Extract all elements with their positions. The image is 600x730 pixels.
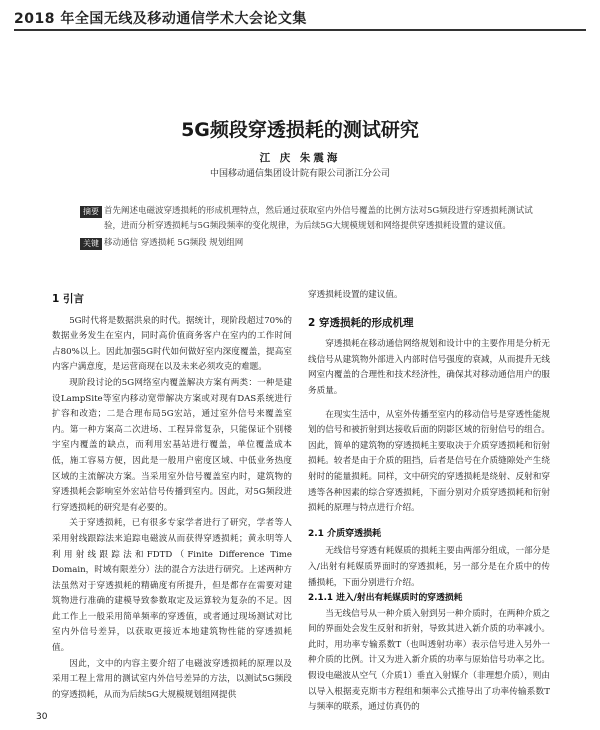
subsection-2-1-1-title: 2.1.1 进入/射出有耗媒质时的穿透损耗: [308, 593, 463, 604]
paper-title: 5G频段穿透损耗的测试研究: [181, 119, 419, 141]
abstract-block: [83, 204, 536, 260]
paragraph: 关于穿透损耗，已有很多专家学者进行了研究，学者等人采用射线跟踪法来追踪电磁波从而获得穿透损耗；黄永明等人利用射线跟踪法和FDTD（Finite Difference Time Domain，时域有限差分）法的混合方法进行研究。上述两种方法虽然对于穿透损耗的精确度有所提升，但是都存在需要对建筑物进行准确的建模导致参数取定及运算较为复杂的不足。因此工作上一般采用简单频率的穿透值，或者通过现场测试对比室内外信号差异，以获取更接近本地建筑物性能的穿透损耗值。: [52, 518, 292, 654]
paragraph: 穿透损耗在移动通信网络规划和设计中的主要作用是分析无线信号从建筑物外部进入内部时信号强度的衰减，从而提升无线网室内覆盖的合理性和技术经济性，确保其对移动通信用户的服务质量。: [308, 339, 550, 396]
page-number: 30: [36, 712, 48, 722]
paragraph: 现阶段讨论的5G网络室内覆盖解决方案有两类：一种是建设LampSite等室内移动宽带解决方案或对现有DAS系统进行扩容和改造；二是合理布局5G宏站，通过室外信号来覆盖室内。第一种方案高二次进场、工程异常复杂，只能保证个别楼宇室内覆盖的缺点，而利用宏基站进行覆盖，单位覆盖成本低，施工容易方便，因此是一般用户密度区域、中低业务热度区域的主流解决方案。当采用室外信号覆盖室内时，建筑物的穿透损耗会影响室外宏站信号传播到室内。因此，对5G频段进行穿透损耗的研究是有必要的。: [52, 377, 292, 513]
section-1-title: 1 引言: [52, 293, 84, 305]
right-column: [308, 288, 550, 716]
proceedings-header: 2018 年全国无线及移动通信学术大会论文集: [14, 11, 307, 27]
keywords-text: 移动通信 穿透损耗 5G频段 规划组网: [104, 238, 244, 248]
paragraph: 穿透损耗设置的建议值。: [308, 290, 403, 300]
left-column: [52, 288, 292, 703]
keywords-row: [83, 236, 536, 260]
paragraph: 因此，文中的内容主要介绍了电磁波穿透损耗的原理以及采用工程上常用的测试室内外信号差异的方法，以测试5G频段的穿透损耗，从而为后续5G大规模规划组网提供: [52, 658, 292, 700]
abstract-text: 首先阐述电磁波穿透损耗的形成机理特点，然后通过获取室内外信号覆盖的比例方法对5G频段进行穿透损耗测试试验，进而分析穿透损耗与5G频段频率的变化规律，为后续5G大规模规划和网络提供穿透损耗设置的建议值。: [104, 206, 533, 231]
paper-authors: 江 庆 朱震海: [259, 152, 341, 164]
paragraph: 无线信号穿透有耗媒质的损耗主要由两部分组成，一部分是入/出射有耗媒质界面时的穿透损耗，另一部分是在介质中的传播损耗，下面分别进行介绍。: [308, 546, 550, 588]
paragraph: 5G时代将是数据洪泉的时代。据统计，现阶段超过70%的数据业务发生在室内，同时高价值商务客户在室内的工作时间占80%以上。因此加强5G时代如何做好室内深度覆盖，提高室内客户满意度，是运营商现在以及未来必须攻克的难题。: [52, 315, 292, 373]
keywords-label: 关键词: [80, 238, 102, 250]
paragraph: 当无线信号从一种介质入射到另一种介质时，在两种介质之间的界面处会发生反射和折射，导致其进入新介质的功率减小。此时，用功率专输系数T（也叫透射功率）表示信号进入另外一种介质的比例。计又为进入新介质的功率与原始信号功率之比。假设电磁波从空气（介质1）垂直入射媒介（非理想介质），则由以导入根据麦克斯韦方程组和频率公式推导出了功率传输系数T与频率的联系，通过仿真仍的: [308, 608, 550, 713]
subsection-2-1-title: 2.1 介质穿透损耗: [308, 528, 382, 539]
paper-affiliation: 中国移动通信集团设计院有限公司浙江分公司: [209, 169, 390, 179]
abstract-label: 摘要: [80, 206, 102, 218]
header-rule: [14, 29, 586, 31]
paragraph: 在现实生活中，从室外传播至室内的移动信号是穿透性能规划的信号和被折射到达接收后面的阴影区域的衍射信号的组合。因此，简单的建筑物的穿透损耗主要取决于介质穿透损耗和衍射损耗。较者是由于介质的阻挡，后者是信号在介质缝隙处产生绕射时的能量损耗。同样，文中研究的穿透损耗是绕射、反射和穿透等各种因素的综合穿透损耗，下面分别对介质穿透损耗和衍射损耗的原理与特点进行介绍。: [308, 409, 550, 514]
section-2-title: 2 穿透损耗的形成机理: [308, 316, 414, 329]
